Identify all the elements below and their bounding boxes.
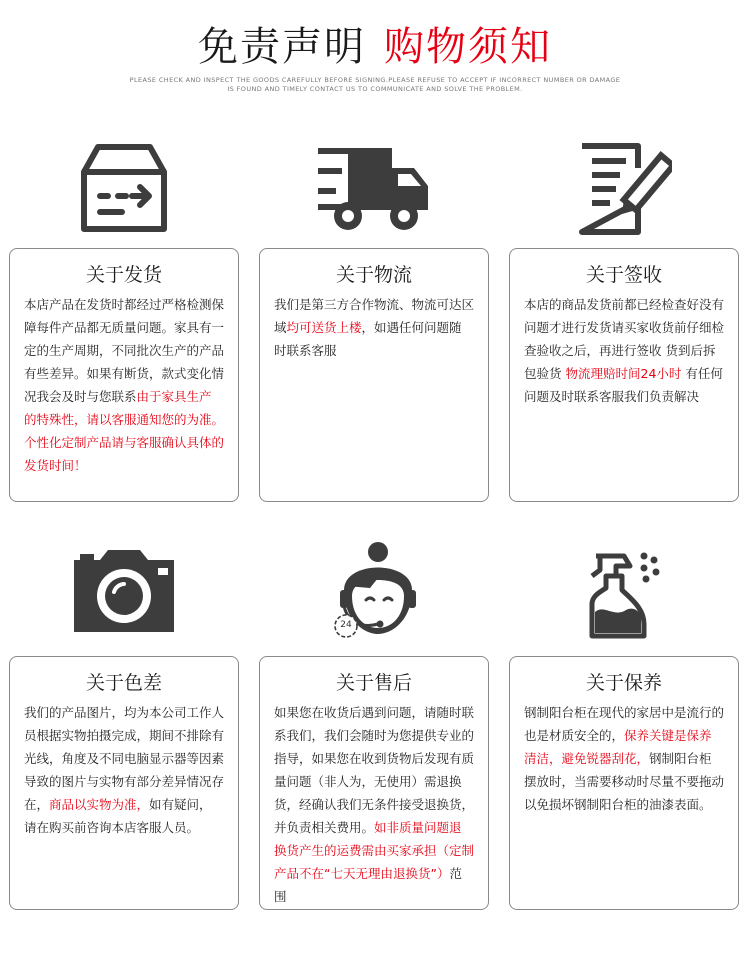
text-segment: 范围 [274, 866, 462, 904]
text-segment: 我们的产品图片，均为本公司工作人员根据实物拍摄完成，期间不排除有光线，角度及不同电脑显示器等因素导致的图片与实物有部分差异情况存在， [24, 705, 225, 812]
highlight-segment: 物流理赔时间24小时 [565, 366, 682, 381]
card-maintenance [509, 656, 739, 910]
card-body [524, 293, 724, 408]
card-logistics [259, 248, 489, 502]
subtitle-line-1: PLEASE CHECK AND INSPECT THE GOODS CAREFULLY BEFORE SIGNING.PLEASE REFUSE TO ACCEPT IF INCORRECT NUMBER OR DAMAGE [129, 76, 621, 84]
customer-service-group [330, 540, 420, 640]
text-segment: 如果您在收货后遇到问题，请随时联系我们，我们会随时为您提供专业的指导，如果您在收到货物后发现有质量问题（非人为，无使用）需退换货，经确认我们无条件接受退换货，并负责相关费用。 [274, 705, 475, 835]
service-24-badge: 24 [340, 620, 352, 630]
card-title: 关于发货 [85, 264, 162, 286]
card-body [24, 701, 224, 839]
title-shopping-notice: 购物须知 [384, 24, 552, 70]
text-segment: 钢制阳台柜在现代的家居中是流行的也是材质安全的， [524, 705, 725, 743]
text-segment: 本店产品在发货时都经过严格检测保障每件产品都无质量问题。家具有一定的生产周期，不同批次生产的产品有些差异。如果有断货，款式变化情况我会及时与您联系 [24, 297, 225, 404]
card-body [274, 701, 474, 908]
page-header [0, 18, 750, 94]
card-body [274, 293, 474, 362]
text-segment: 钢制阳台柜摆放时，当需要移动时尽量不要拖动以免损坏钢制阳台柜的油漆表面。 [524, 751, 725, 812]
box-arrow-icon [78, 142, 170, 234]
card-title: 关于签收 [585, 264, 662, 286]
text-segment: 有任何问题及时联系客服我们负责解决 [524, 366, 723, 404]
highlight-segment: 保养关键是保养清洁，避免锐器刮花， [524, 728, 712, 766]
card-body [524, 701, 724, 816]
highlight-segment: 商品以实物为准， [49, 797, 150, 812]
document-pencil-icon [578, 142, 672, 236]
card-receipt [509, 248, 739, 502]
card-shipping [9, 248, 239, 502]
highlight-segment: 由于家具生产的特殊性，请以客服通知您的为准。个性化定制产品请与客服确认具体的发货时间！ [24, 389, 225, 473]
page-title [0, 18, 750, 76]
highlight-segment: 均可送货上楼 [286, 320, 362, 335]
card-title: 关于色差 [85, 672, 162, 694]
card-title: 关于保养 [585, 672, 662, 694]
spray-bottle-icon [586, 546, 666, 640]
subtitle-line-2: IS FOUND AND TIMELY CONTACT US TO COMMUNICATE AND SOLVE THE PROBLEM. [227, 85, 523, 93]
text-segment: 我们是第三方合作物流、物流可达区域 [274, 297, 475, 335]
text-segment: 如有疑问，请在购买前咨询本店客服人员。 [24, 797, 212, 835]
camera-icon [70, 546, 178, 636]
text-segment: 本店的商品发货前都已经检查好没有问题才进行发货请买家收货前仔细检查验收之后，再进行签收 货到后拆包验货 [524, 297, 725, 381]
card-after-sales [259, 656, 489, 910]
card-body [24, 293, 224, 477]
title-disclaimer: 免责声明 [198, 24, 366, 70]
highlight-segment: 如非质量问题退换货产生的运费需由买家承担（定制产品不在“七天无理由退换货”） [274, 820, 475, 881]
text-segment: ，如遇任何问题随时联系客服 [274, 320, 462, 358]
card-title: 关于售后 [335, 672, 412, 694]
card-title: 关于物流 [335, 264, 412, 286]
card-color-difference [9, 656, 239, 910]
truck-icon [318, 144, 430, 234]
